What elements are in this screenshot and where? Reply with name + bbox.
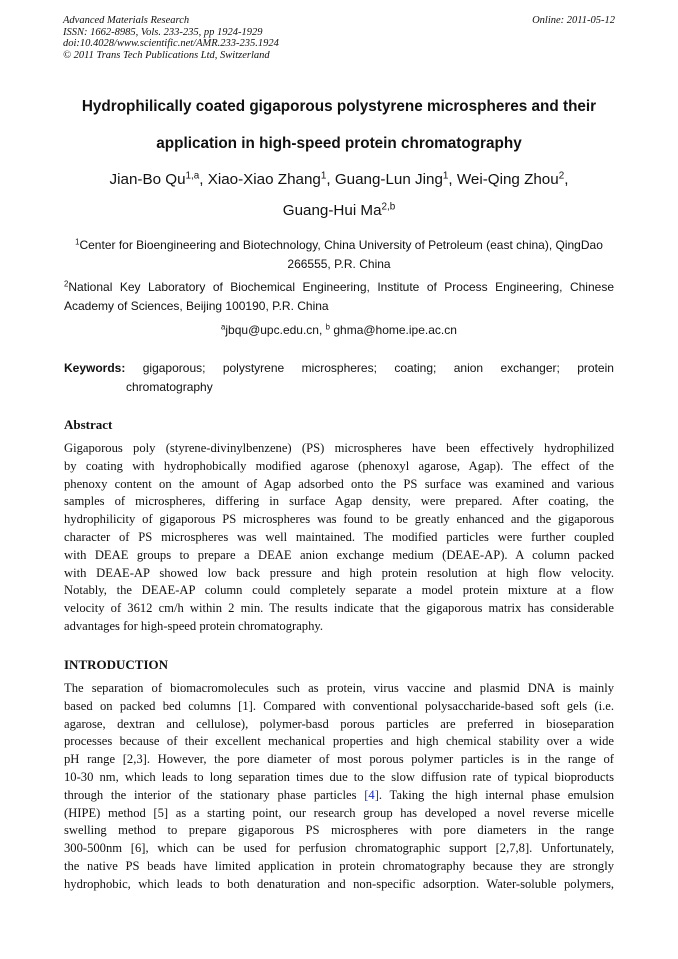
title-line-2: application in high-speed protein chromatography <box>156 135 522 152</box>
intro-line: 300-500nm [6], which can be used for perfusion chromatographic support [2,7,8]. Unfortunately, <box>64 841 614 856</box>
journal-name: Advanced Materials Research <box>63 15 190 26</box>
title-line-1: Hydrophilically coated gigaporous polystyrene microspheres and their <box>81 98 597 115</box>
abstract-line: by coating with hydrophobically modified agarose (phenoxyl agarose, Agap). The effect of the <box>64 458 614 473</box>
contact-emails <box>64 321 614 340</box>
author-sup: 1,a <box>185 170 200 182</box>
affiliation-sup: 2 <box>64 279 69 289</box>
author-sup: 1 <box>442 170 449 182</box>
email-sup: a <box>221 322 226 332</box>
doi-info: doi:10.4028/www.scientific.net/AMR.233-235.1924 <box>63 38 279 50</box>
email-sup: b <box>325 322 330 332</box>
email-link[interactable]: ghma@home.ipe.ac.cn <box>333 323 457 337</box>
abstract-body <box>64 440 614 636</box>
intro-line: pH range [2,3]. However, the pore diameter of most porous polymer particles is in the range of <box>64 752 614 767</box>
intro-line <box>64 787 614 805</box>
author-name: Jian-Bo Qu <box>109 171 186 188</box>
author-name: Xiao-Xiao Zhang <box>207 171 321 188</box>
abstract-line: Notably, the DEAE-AP column could completely separate a model protein mixture at a flow <box>64 583 614 598</box>
online-date: Online: 2011-05-12 <box>532 15 615 26</box>
author-list <box>40 164 638 226</box>
author-sup: 2 <box>558 170 565 182</box>
author-sup: 1 <box>320 170 327 182</box>
author-sup: 2,b <box>381 201 396 213</box>
keywords-label: Keywords: <box>64 361 126 375</box>
abstract-line: velocity of 3612 cm/h within 2 min. The results indicate that the gigaporous matrix has considerable <box>64 601 614 616</box>
intro-text: through the interior of the stationary phase particles <box>64 787 365 802</box>
affiliation-sup: 1 <box>75 237 80 247</box>
journal-header <box>63 15 615 61</box>
intro-line: The separation of biomacromolecules such as protein, virus vaccine and plasmid DNA is mainly <box>64 681 614 695</box>
abstract-line: Gigaporous poly (styrene-divinylbenzene) (PS) microspheres have been effectively hydrophilized <box>64 441 614 455</box>
affiliation-text: National Key Laboratory of Biochemical Engineering, Institute of Process Engineering, Chinese <box>68 280 614 294</box>
introduction-body <box>64 680 614 894</box>
abstract-line: hydrophilicity of gigaporous PS microspheres was found to be greatly enhanced and the gigaporous <box>64 512 614 527</box>
intro-line: the native PS beads have limited application in protein chromatography because they are strongly <box>64 858 614 873</box>
affiliation-text: Center for Bioengineering and Biotechnology, China University of Petroleum (east china), QingDao <box>79 238 603 252</box>
email-link[interactable]: jbqu@upc.edu.cn, <box>225 323 323 337</box>
keywords-block <box>64 359 614 397</box>
abstract-line: character of PS microspheres was well maintained. The modified particles were further coupled <box>64 529 614 544</box>
abstract-line: with DEAE-AP showed low back pressure and high protein resolution at high flow velocity. <box>64 565 614 580</box>
intro-text: . Taking the high internal phase emulsion <box>378 787 614 802</box>
issn-info: ISSN: 1662-8985, Vols. 233-235, pp 1924-1929 <box>63 26 263 38</box>
intro-line: 10-30 nm, which leads to long separation times due to the slow diffusion rate of typical bioproducts <box>64 769 614 784</box>
introduction-heading: INTRODUCTION <box>64 657 169 672</box>
copyright-info: © 2011 Trans Tech Publications Ltd, Switzerland <box>63 49 270 61</box>
intro-line: based on packed bed columns [1]. Compared with conventional polysaccharide-based soft gels (i.e. <box>64 698 614 713</box>
keyword: gigaporous; <box>142 361 206 375</box>
keyword: chromatography <box>126 380 213 394</box>
intro-line: hydrophobic, which leads to both denaturation and non-specific adsorption. Water-soluble polymers, <box>64 876 614 891</box>
abstract-line: samples of microspheres, differing in surface Agap density, were prepared. After coating, the <box>64 494 614 509</box>
affiliation-2 <box>64 278 614 316</box>
keywords-line <box>64 359 614 378</box>
keyword: microspheres; <box>301 361 377 375</box>
abstract-line: phenoxy content on the amount of Agap adsorbed onto the PS surface was examined and various <box>64 476 614 491</box>
keyword: exchanger; <box>500 361 560 375</box>
author-name: Guang-Lun Jing <box>334 171 443 188</box>
author-line-1: Jian-Bo Qu$^{1,a}$, Xiao-Xiao Zhang$^1$, Guang-Lun Jing$^1$, Wei-Qing Zhou$^2$, <box>109 170 569 188</box>
affiliation-text: 266555, P.R. China <box>287 257 391 271</box>
keyword: anion <box>453 361 484 375</box>
abstract-heading: Abstract <box>64 417 113 432</box>
affiliation-text: Academy of Sciences, Beijing 100190, P.R. China <box>64 299 329 313</box>
paper-title <box>40 88 638 162</box>
affiliation-1 <box>64 236 614 274</box>
intro-line: agarose, dextran and cellulose), polymer-basd porous particles are preferred in bioseparation <box>64 716 614 731</box>
intro-line: processes because of their excellent mechanical properties and high chemical stability over a wide <box>64 734 614 749</box>
keyword: coating; <box>394 361 437 375</box>
intro-line: swelling method to prepare gigaporous PS microspheres with pore diameters in the range <box>64 823 614 838</box>
author-name: Guang-Hui Ma <box>282 202 382 219</box>
author-line-2 <box>40 195 638 226</box>
keyword: protein <box>577 361 614 375</box>
abstract-line: with DEAE groups to prepare a DEAE anion exchange medium (DEAE-AP). A column packed <box>64 547 614 562</box>
keyword: polystyrene <box>222 361 285 375</box>
intro-line: (HIPE) method [5] as a starting point, our research group has developed a novel reverse micelle <box>64 805 614 820</box>
author-name: Wei-Qing Zhou <box>456 171 559 188</box>
citation-link[interactable]: [4] <box>364 787 379 802</box>
abstract-line: advantages for high-speed protein chromatography. <box>64 618 324 633</box>
